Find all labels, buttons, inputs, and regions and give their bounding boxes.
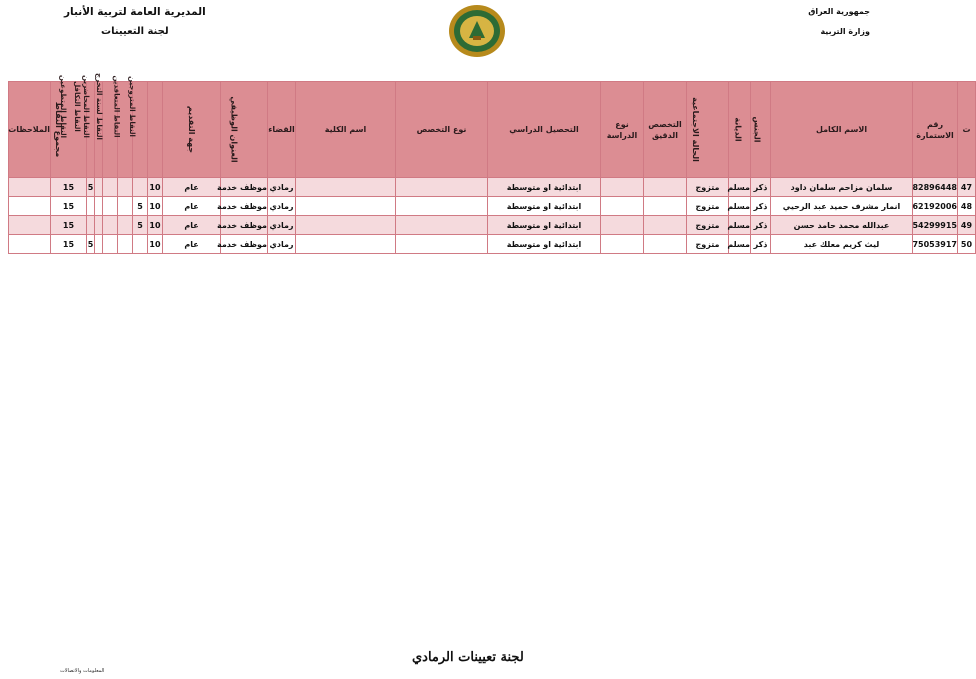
col-marital-status: الحالة الاجتماعية	[687, 82, 729, 178]
cell-notes	[9, 178, 51, 197]
col-points-volunteers: النقاط المتطوعين	[87, 82, 95, 178]
cell-specialization	[644, 216, 687, 235]
table-row	[9, 197, 976, 216]
cell-notes	[9, 197, 51, 216]
cell-district: رمادي	[268, 216, 296, 235]
cell-education: ابتدائية او متوسطة	[488, 216, 601, 235]
cell-district: رمادي	[268, 178, 296, 197]
cell-specialization	[644, 197, 687, 216]
cell-job-title: موظف خدمة	[221, 178, 268, 197]
cell-points-contractors	[133, 178, 148, 197]
cell-religion: مسلم	[729, 235, 751, 254]
cell-marital-status: متزوج	[687, 178, 729, 197]
cell-total-points: 15	[51, 178, 87, 197]
col-points-married: النقاط المتزوجين	[148, 82, 163, 178]
col-study-type: نوع الدراسة	[601, 82, 644, 178]
cell-applying-body: عام	[163, 235, 221, 254]
cell-religion: مسلم	[729, 178, 751, 197]
col-college-name: اسم الكلية	[296, 82, 396, 178]
committee-name: لجنة التعيينات	[101, 26, 169, 37]
cell-points-married: 10	[148, 197, 163, 216]
cell-points-graduation-year	[118, 235, 133, 254]
cell-points-contractors	[133, 235, 148, 254]
cell-seq: 49	[958, 216, 976, 235]
cell-seq: 47	[958, 178, 976, 197]
cell-specialization-type	[396, 216, 488, 235]
cell-study-type	[601, 178, 644, 197]
appointments-table	[8, 73, 976, 254]
cell-marital-status: متزوج	[687, 235, 729, 254]
cell-college-name	[296, 197, 396, 216]
col-points-lecturers: النقاط المحاضرين	[103, 82, 118, 178]
cell-religion: مسلم	[729, 197, 751, 216]
cell-applying-body: عام	[163, 178, 221, 197]
cell-points-married: 10	[148, 178, 163, 197]
cell-religion: مسلم	[729, 216, 751, 235]
cell-notes	[9, 216, 51, 235]
cell-district: رمادي	[268, 197, 296, 216]
cell-district: رمادي	[268, 235, 296, 254]
cell-points-contractors: 5	[133, 216, 148, 235]
cell-points-solidarity	[95, 178, 103, 197]
cell-education: ابتدائية او متوسطة	[488, 197, 601, 216]
cell-points-married: 10	[148, 235, 163, 254]
directorate-name: المديرية العامة لتربية الأنبار	[64, 6, 206, 18]
cell-points-solidarity	[95, 235, 103, 254]
cell-education: ابتدائية او متوسطة	[488, 235, 601, 254]
cell-full-name: عبدالله محمد حامد حسن	[771, 216, 913, 235]
cell-points-graduation-year	[118, 216, 133, 235]
cell-points-volunteers	[87, 197, 95, 216]
cell-points-solidarity	[95, 197, 103, 216]
table-row	[9, 235, 976, 254]
ministry-name: وزارة التربية	[820, 27, 870, 36]
ministry-emblem	[447, 3, 507, 59]
col-specialization-type: نوع التخصص	[396, 82, 488, 178]
col-religion: الديانة	[729, 82, 751, 178]
cell-study-type	[601, 235, 644, 254]
col-notes: الملاحظات	[9, 82, 51, 178]
cell-points-lecturers	[103, 235, 118, 254]
cell-job-title: موظف خدمة	[221, 216, 268, 235]
cell-marital-status: متزوج	[687, 216, 729, 235]
cell-points-lecturers	[103, 178, 118, 197]
cell-form-number: 54299915	[913, 216, 958, 235]
cell-applying-body: عام	[163, 216, 221, 235]
cell-points-lecturers	[103, 197, 118, 216]
ministry-header	[808, 2, 870, 42]
cell-full-name: انمار مشرف حميد عبد الرحيي	[771, 197, 913, 216]
col-full-name: الاسم الكامل	[771, 82, 913, 178]
cell-study-type	[601, 197, 644, 216]
cell-specialization-type	[396, 197, 488, 216]
col-points-solidarity: النقاط التكافل	[95, 82, 103, 178]
cell-specialization-type	[396, 235, 488, 254]
country-name: جمهورية العراق	[808, 7, 870, 16]
table-row	[9, 216, 976, 235]
cell-seq: 50	[958, 235, 976, 254]
col-points-contractors: النقاط المتعاقدين	[133, 82, 148, 178]
cell-gender: ذكر	[751, 235, 771, 254]
cell-seq: 48	[958, 197, 976, 216]
col-job-title: العنوان الوظيفي	[221, 82, 268, 178]
cell-specialization-type	[396, 178, 488, 197]
col-district: القضاء	[268, 82, 296, 178]
col-gender: الجنس	[751, 82, 771, 178]
col-points-graduation-year: النقاط لسنة التخرج	[118, 82, 133, 178]
cell-form-number: 82896448	[913, 178, 958, 197]
cell-specialization	[644, 178, 687, 197]
col-form-number: رقم الاستمارة	[913, 82, 958, 178]
cell-marital-status: متزوج	[687, 197, 729, 216]
cell-notes	[9, 235, 51, 254]
cell-college-name	[296, 235, 396, 254]
cell-points-volunteers	[87, 216, 95, 235]
directorate-header	[64, 2, 206, 42]
cell-points-volunteers: 5	[87, 178, 95, 197]
cell-gender: ذكر	[751, 197, 771, 216]
cell-gender: ذكر	[751, 178, 771, 197]
cell-job-title: موظف خدمة	[221, 235, 268, 254]
table-row	[9, 178, 976, 197]
cell-specialization	[644, 235, 687, 254]
cell-points-graduation-year	[118, 197, 133, 216]
col-seq: ت	[958, 82, 976, 178]
col-total-points: مجموع النقاط	[51, 82, 87, 178]
table-header-row	[9, 82, 976, 178]
col-education: التحصيل الدراسي	[488, 82, 601, 178]
col-specialization: التخصص الدقيق	[644, 82, 687, 178]
cell-total-points: 15	[51, 216, 87, 235]
cell-full-name: ليث كريم معلك عبد	[771, 235, 913, 254]
cell-points-volunteers: 5	[87, 235, 95, 254]
cell-form-number: 75053917	[913, 235, 958, 254]
cell-job-title: موظف خدمة	[221, 197, 268, 216]
cell-total-points: 15	[51, 197, 87, 216]
cell-full-name: سلمان مزاحم سلمان داود	[771, 178, 913, 197]
cell-points-contractors: 5	[133, 197, 148, 216]
cell-points-married: 10	[148, 216, 163, 235]
cell-study-type	[601, 216, 644, 235]
cell-points-lecturers	[103, 216, 118, 235]
footer-note: المعلومات والاتصالات	[60, 668, 105, 674]
col-applying-body: جهة التقديم	[163, 82, 221, 178]
cell-points-graduation-year	[118, 178, 133, 197]
cell-education: ابتدائية او متوسطة	[488, 178, 601, 197]
cell-gender: ذكر	[751, 216, 771, 235]
cell-applying-body: عام	[163, 197, 221, 216]
cell-college-name	[296, 178, 396, 197]
cell-college-name	[296, 216, 396, 235]
cell-form-number: 62192006	[913, 197, 958, 216]
cell-points-solidarity	[95, 216, 103, 235]
footer-committee-title: لجنة تعيينات الرمادي	[412, 650, 524, 665]
cell-total-points: 15	[51, 235, 87, 254]
